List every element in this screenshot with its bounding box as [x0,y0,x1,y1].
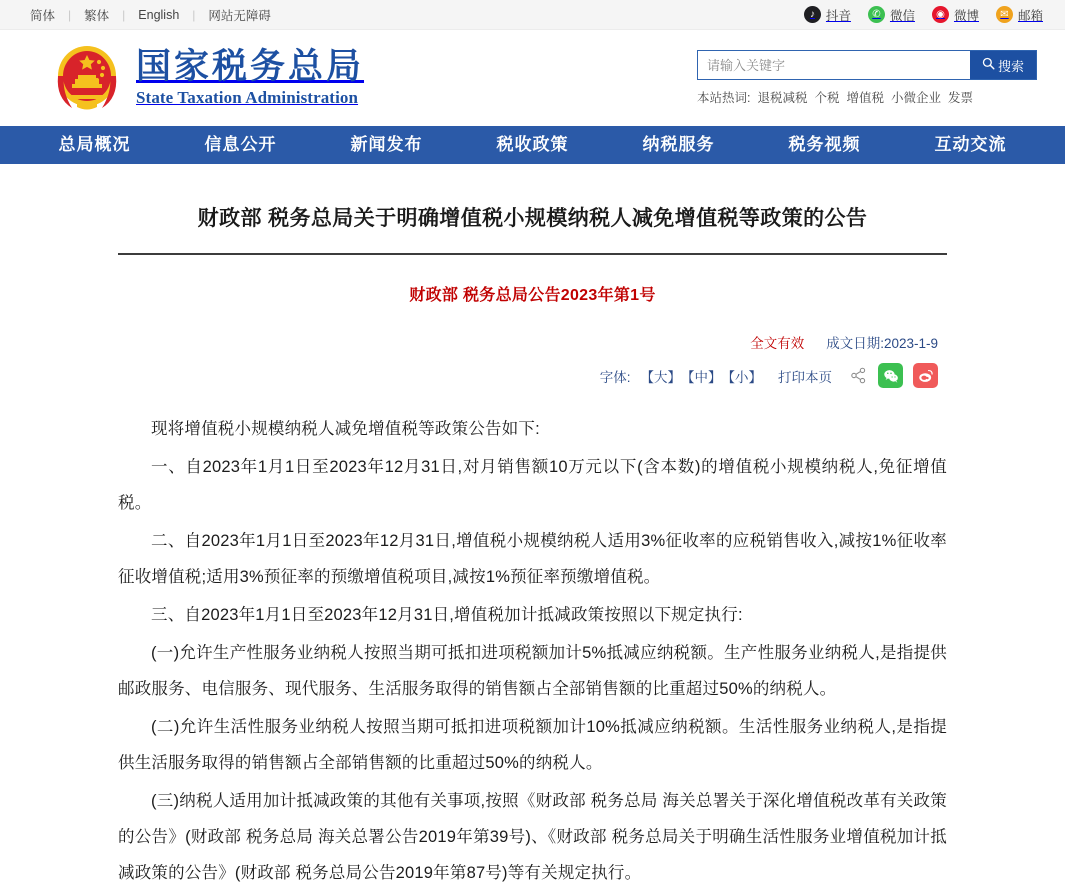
article-paragraph: (一)允许生产性服务业纳税人按照当期可抵扣进项税额加计5%抵减应纳税额。生产性服务业纳税人,是指提供邮政服务、电信服务、现代服务、生活服务取得的销售额占全部销售额的比重超过50%的纳税人。 [118,644,947,699]
weibo-icon: ◉ [932,6,949,23]
lang-separator: | [122,7,126,22]
search-icon [982,57,995,73]
douyin-icon: ♪ [804,6,821,23]
lang-link-english[interactable]: English [138,7,180,22]
social-link-wechat[interactable] [868,6,915,24]
social-label-weibo: 微博 [953,8,979,23]
brand-title-cn: 国家税务总局 [136,47,365,87]
nav-item-tax-policy[interactable]: 税收政策 [496,135,569,154]
article-meta-row [118,305,947,352]
brand-text [136,48,364,108]
site-header [0,30,1065,126]
article-paragraph: (三)纳税人适用加计抵减政策的其他有关事项,按照《财政部 税务总局 海关总署关于深化增值税改革有关政策的公告》(财政部 税务总局 海关总署公告2019年第39号)、《财政部 税务总局关于明确生活性服务业增值税加计抵减政策的公告》(财政部 税务总局公告2019年第87号)等有关规定执行。 [118,792,947,883]
share-icon[interactable] [849,366,868,385]
status-badge: 全文有效 [750,336,805,352]
article-date: 成文日期:2023-1-9 [826,336,938,352]
language-switcher [28,6,273,24]
lang-link-traditional[interactable]: 繁体 [84,8,110,23]
lang-link-accessibility[interactable]: 网站无障碍 [208,8,271,23]
lang-separator: | [68,7,72,22]
article-paragraph: 三、自2023年1月1日至2023年12月31日,增值税加计抵减政策按照以下规定执行: [151,606,743,625]
article-paragraph: (二)允许生活性服务业纳税人按照当期可抵扣进项税额加计10%抵减应纳税额。生活性服务业纳税人,是指提供生活服务取得的销售额占全部销售额的比重超过50%的纳税人。 [118,718,947,773]
fontsize-medium-button[interactable]: 【中】 [681,369,722,385]
nav-item-overview[interactable]: 总局概况 [58,135,131,154]
social-links [804,6,1043,24]
search-button-label: 搜索 [997,58,1024,74]
article-paragraph: 现将增值税小规模纳税人减免增值税等政策公告如下: [151,420,540,439]
social-link-douyin[interactable] [804,6,851,24]
main-navigation [0,126,1065,164]
social-label-douyin: 抖音 [825,8,851,23]
article-body [118,388,947,890]
social-label-email: 邮箱 [1017,8,1043,23]
article-tools-row [118,352,947,388]
article-paragraph: 一、自2023年1月1日至2023年12月31日,对月销售额10万元以下(含本数)的增值税小规模纳税人,免征增值税。 [118,458,947,513]
hot-keywords [697,88,1037,106]
national-emblem-icon [52,42,122,114]
social-link-weibo[interactable] [932,6,979,24]
brand-title-en: State Taxation Administration [136,87,359,107]
share-weibo-icon[interactable] [913,363,938,388]
site-logo-link[interactable] [52,42,364,114]
hot-keyword-small-business[interactable]: 小微企业 [891,91,942,105]
fontsize-large-button[interactable]: 【大】 [640,369,681,385]
nav-item-information-disclosure[interactable]: 信息公开 [204,135,277,154]
top-utility-bar [0,0,1065,30]
search-box [697,50,1037,80]
nav-item-tax-video[interactable]: 税务视频 [788,135,861,154]
share-wechat-icon[interactable] [878,363,903,388]
nav-item-tax-service[interactable]: 纳税服务 [642,135,715,154]
search-button[interactable] [970,51,1036,79]
lang-link-simplified[interactable]: 简体 [30,8,56,23]
hot-keyword-individual-tax[interactable]: 个税 [814,91,840,105]
hot-keyword-vat[interactable]: 增值税 [846,91,885,105]
print-page-button[interactable]: 打印本页 [778,369,832,385]
nav-item-interaction[interactable]: 互动交流 [934,135,1007,154]
search-area [697,50,1037,106]
wechat-icon: ✆ [868,6,885,23]
email-icon: ✉ [996,6,1013,23]
article-paragraph: 二、自2023年1月1日至2023年12月31日,增值税小规模纳税人适用3%征收率的应税销售收入,减按1%征收率征收增值税;适用3%预征率的预缴增值税项目,减按1%预征率预缴增值税。 [118,532,947,587]
lang-separator: | [192,7,196,22]
fontsize-small-button[interactable]: 【小】 [721,369,762,385]
social-label-wechat: 微信 [889,8,915,23]
nav-item-news[interactable]: 新闻发布 [350,135,423,154]
hot-keyword-invoice[interactable]: 发票 [948,91,974,105]
social-link-email[interactable] [996,6,1043,24]
hot-keyword-tax-refund[interactable]: 退税减税 [757,91,808,105]
article-document-number: 财政部 税务总局公告2023年第1号 [409,287,656,305]
article-title: 财政部 税务总局关于明确增值税小规模纳税人减免增值税等政策的公告 [197,207,868,230]
article-container [0,164,1065,890]
hot-keywords-label: 本站热词: [697,91,751,105]
fontsize-controls [641,366,763,386]
fontsize-label: 字体: [599,369,631,385]
search-input[interactable] [698,51,970,79]
